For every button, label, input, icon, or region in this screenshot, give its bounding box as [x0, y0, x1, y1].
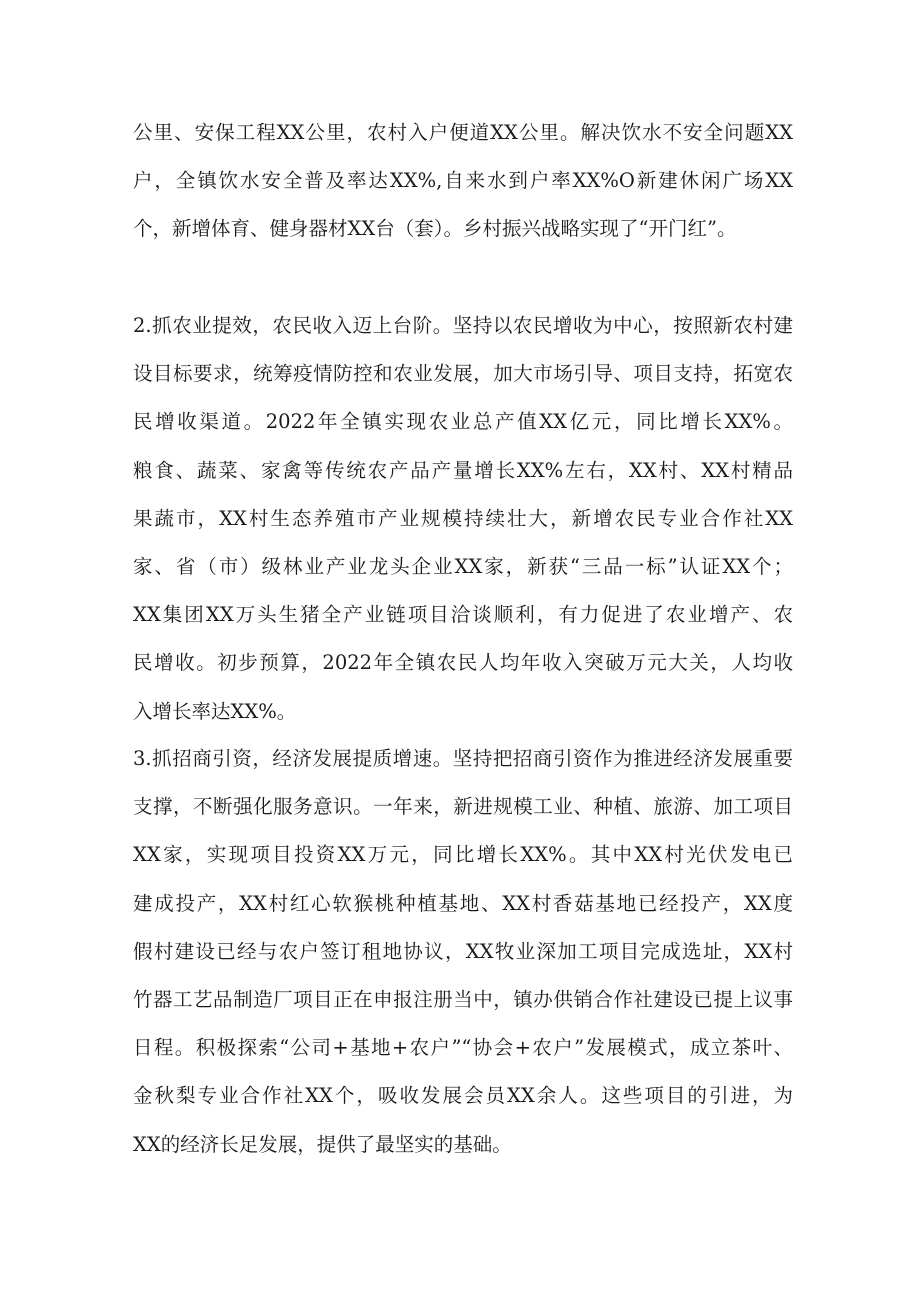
text-line: 家、省（市）级林业产业龙头企业XX家，新获“三品一标”认证XX个；	[133, 554, 793, 578]
text-line: 日程。积极探索“公司+基地+农户”“协会+农户”发展模式，成立茶叶、	[133, 1036, 793, 1060]
text-line: XX家，实现项目投资XX万元，同比增长XX%。其中XX村光伏发电已	[133, 843, 793, 867]
text-line: 3.抓招商引资，经济发展提质增速。坚持把招商引资作为推进经济发展重要	[133, 747, 793, 770]
text-line: 果蔬市，XX村生态养殖市产业规模持续壮大，新增农民专业合作社XX	[133, 506, 793, 530]
text-line: 入增长率达XX%。	[133, 699, 297, 723]
text-line: 建成投产，XX村红心软猴桃种植基地、XX村香菇基地已经投产，XX度	[133, 891, 793, 915]
paragraph-investment	[133, 735, 793, 1169]
text-line: 个，新增体育、健身器材XX台（套）。乡村振兴战略实现了“开门红”。	[133, 217, 737, 241]
paragraph-agriculture	[133, 302, 793, 736]
paragraph-infrastructure	[133, 109, 793, 254]
text-line: 支撑，不断强化服务意识。一年来，新进规模工业、种植、旅游、加工项目	[133, 795, 793, 819]
text-line: 假村建设已经与农户签订租地协议，XX牧业深加工项目完成选址，XX村	[133, 939, 793, 963]
text-line: 粮食、蔬菜、家禽等传统农产品产量增长XX%左右，XX村、XX村精品	[133, 458, 793, 482]
text-line: 竹器工艺品制造厂项目正在申报注册当中，镇办供销合作社建设已提上议事	[133, 987, 793, 1011]
text-line: XX集团XX万头生猪全产业链项目洽谈顺利，有力促进了农业增产、农	[133, 603, 793, 627]
text-line: 民增收渠道。2022年全镇实现农业总产值XX亿元，同比增长XX%。	[133, 410, 793, 434]
text-line: 民增收。初步预算，2022年全镇农民人均年收入突破万元大关，人均收	[133, 651, 793, 675]
text-line: 公里、安保工程XX公里，农村入户便道XX公里。解决饮水不安全问题XX	[133, 121, 793, 144]
text-line: 金秋梨专业合作社XX个，吸收发展会员XX余人。这些项目的引进，为	[133, 1084, 793, 1108]
text-line: XX的经济长足发展，提供了最坚实的基础。	[133, 1132, 512, 1156]
text-line: 2.抓农业提效，农民收入迈上台阶。坚持以农民增收为中心，按照新农村建	[133, 314, 793, 337]
text-line: 设目标要求，统筹疫情防控和农业发展，加大市场引导、项目支持，拓宽农	[133, 362, 793, 386]
text-line: 户，全镇饮水安全普及率达XX%,自来水到户率XX%O新建休闲广场XX	[133, 169, 793, 193]
